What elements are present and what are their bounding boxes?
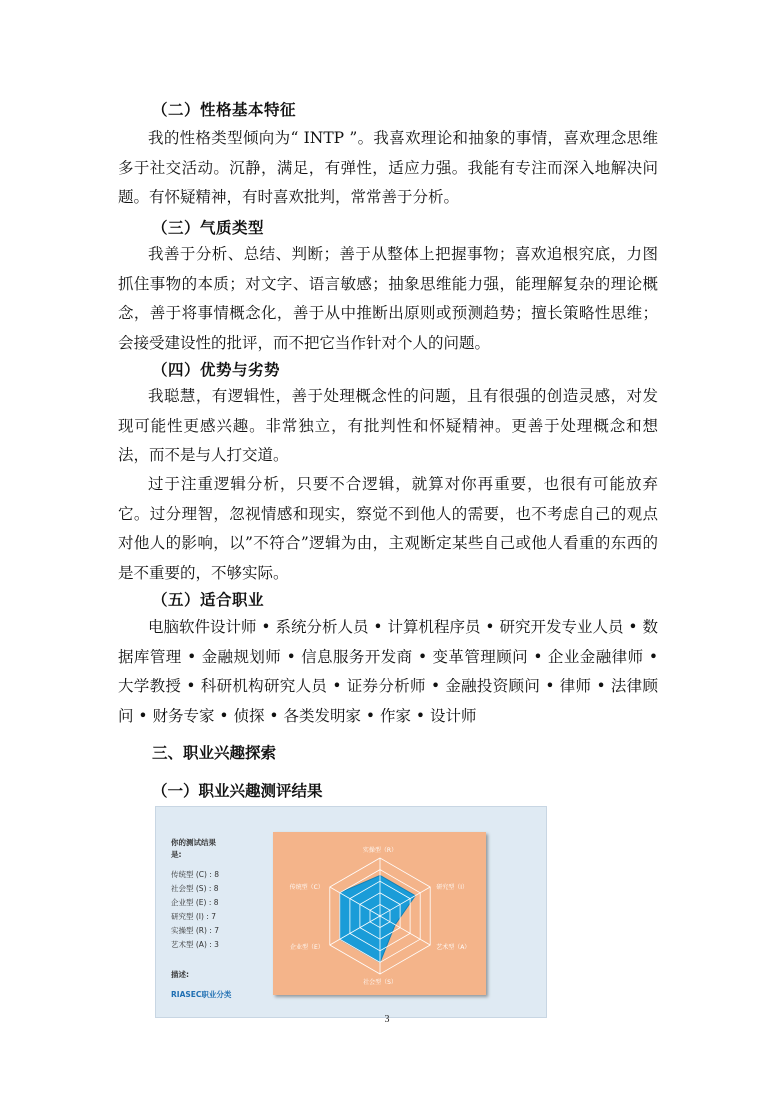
- score-item: 艺术型 (A) : 3: [171, 940, 219, 949]
- score-item: 企业型 (E) : 8: [171, 898, 219, 907]
- section-heading-personality: （二）性格基本特征: [152, 100, 297, 119]
- riasec-link[interactable]: RIASEC职业分类: [171, 990, 232, 999]
- radar-chart-panel: [273, 832, 486, 995]
- radar-axis-label: 艺术型（A）: [436, 944, 471, 951]
- radar-axis-label: 实操型（R）: [362, 847, 398, 854]
- paragraph-careers: 电脑软件设计师 • 系统分析人员 • 计算机程序员 • 研究开发专业人员 • 数据库管理 • 金融规划师 • 信息服务开发商 • 变革管理顾问 • 企业金融律师 • 大学教授 • 科研机构研究人员 • 证券分析师 • 金融投资顾问 • 律师 • 法律顾问 • 财务专家 • 侦探 • 各类发明家 • 作家 • 设计师: [118, 618, 658, 725]
- radar-axis-label: 社会型（S）: [363, 979, 397, 986]
- score-item: 实操型 (R) : 7: [171, 926, 220, 935]
- radar-axis-label: 传统型（C）: [289, 884, 324, 891]
- page-number: 3: [384, 1014, 390, 1025]
- radar-axis-label: 研究型（I）: [436, 884, 468, 891]
- paragraph-strengths: 我聪慧，有逻辑性，善于处理概念性的问题，且有很强的创造灵感，对发现可能性更感兴趣。非常独立，有批判性和怀疑精神。更善于处理概念和想法，而不是与人打交道。: [118, 387, 658, 464]
- section-heading-careers: （五）适合职业: [152, 590, 265, 609]
- part-heading-interest: 三、职业兴趣探索: [152, 743, 277, 762]
- paragraph-personality: 我的性格类型倾向为“ INTP ”。我喜欢理论和抽象的事情，喜欢理念思维多于社交活动。沉静，满足，有弹性，适应力强。我能有专注而深入地解决问题。有怀疑精神，有时喜欢批判，常常善于分析。: [118, 129, 658, 206]
- score-item: 社会型 (S) : 8: [171, 884, 219, 893]
- section-heading-temperament: （三）气质类型: [152, 218, 265, 237]
- test-result-screenshot: [155, 806, 547, 1018]
- score-item: 研究型 (I) : 7: [171, 912, 217, 921]
- result-label: 你的测试结果: [171, 838, 216, 847]
- section-heading-strengths: （四）优势与劣势: [152, 360, 281, 379]
- description-label: 描述:: [171, 970, 189, 979]
- result-label-colon: 是:: [171, 850, 182, 859]
- paragraph-weaknesses: 过于注重逻辑分析，只要不合逻辑，就算对你再重要，也很有可能放弃它。过分理智，忽视情感和现实，察觉不到他人的需要，也不考虑自己的观点对他人的影响，以”不符合”逻辑为由，主观断定某些自己或他人看重的东西的是不重要的，不够实际。: [118, 475, 658, 582]
- score-item: 传统型 (C) : 8: [171, 870, 220, 879]
- subheading-interest-result: （一）职业兴趣测评结果: [152, 781, 323, 800]
- paragraph-temperament: 我善于分析、总结、判断；善于从整体上把握事物；喜欢追根究底，力图抓住事物的本质；对文字、语言敏感；抽象思维能力强，能理解复杂的理论概念，善于将事情概念化，善于从中推断出原则或预测趋势；擅长策略性思维；会接受建设性的批评，而不把它当作针对个人的问题。: [118, 245, 658, 352]
- radar-chart: [273, 832, 486, 995]
- radar-axis-label: 企业型（E）: [290, 944, 324, 951]
